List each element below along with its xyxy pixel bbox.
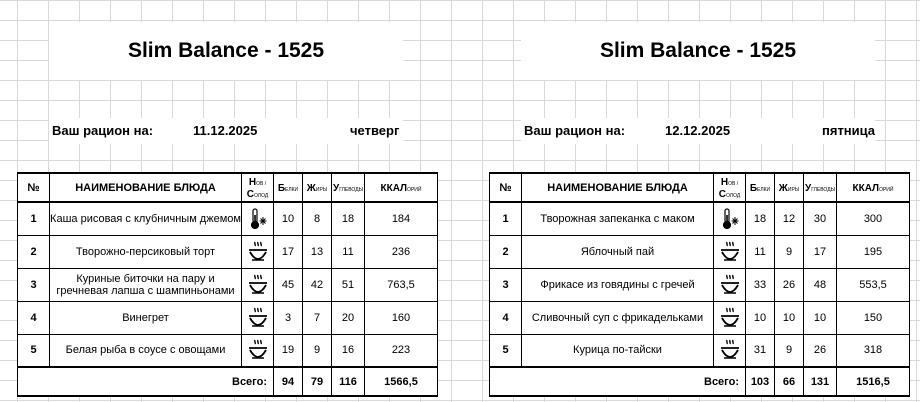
- temperature-cell: [714, 301, 746, 334]
- row-kcal: 236: [365, 235, 438, 268]
- row-num: 5: [490, 334, 522, 367]
- ration-label: Ваш рацион на:: [52, 123, 154, 138]
- dish-name: Каша рисовая с клубничным джемом: [50, 202, 242, 235]
- row-kcal: 195: [837, 235, 910, 268]
- row-num: 3: [18, 268, 50, 301]
- header-temp-separator: /: [263, 180, 267, 187]
- header-fat-sub: ИРЫ: [315, 186, 328, 193]
- header-fat-letter: Ж: [306, 182, 316, 194]
- header-kcal-letters: ККАЛ: [380, 182, 408, 194]
- header-protein-letter: Б: [749, 182, 758, 194]
- menu-table: [17, 172, 438, 397]
- table-row: [18, 235, 438, 268]
- ration-label: Ваш рацион на:: [524, 123, 626, 138]
- brand-title: Slim Balance - 1525: [599, 39, 797, 62]
- total-carbs: 131: [804, 367, 837, 396]
- hot-bowl-icon: [718, 278, 742, 290]
- row-num: 1: [490, 202, 522, 235]
- header-carbs: [332, 173, 365, 202]
- hot-bowl-icon: [246, 245, 270, 257]
- ration-date: 12.12.2025: [665, 123, 731, 138]
- hot-bowl-icon: [246, 311, 270, 323]
- header-num: №: [490, 173, 522, 202]
- table-body: [490, 202, 910, 367]
- row-carbs: 48: [804, 268, 837, 301]
- header-kcal: [365, 173, 438, 202]
- table-header-row: [490, 173, 910, 202]
- row-kcal: 318: [837, 334, 910, 367]
- table-row: [490, 235, 910, 268]
- table-row: [490, 334, 910, 367]
- dish-name: Творожно-персиковый торт: [50, 235, 242, 268]
- row-kcal: 223: [365, 334, 438, 367]
- menu-table: [489, 172, 910, 397]
- temperature-cell: [242, 301, 274, 334]
- header-protein-letter: Б: [277, 182, 286, 194]
- header-num: №: [18, 173, 50, 202]
- hot-bowl-icon: [718, 344, 742, 356]
- table-row: [490, 268, 910, 301]
- header-kcal-letters: ККАЛ: [852, 182, 880, 194]
- total-protein: 103: [746, 367, 775, 396]
- row-num: 4: [490, 301, 522, 334]
- row-fat: 9: [775, 334, 804, 367]
- row-protein: 3: [274, 301, 303, 334]
- row-protein: 31: [746, 334, 775, 367]
- header-protein-sub: ЕЛКИ: [285, 186, 299, 193]
- header-kcal: [837, 173, 910, 202]
- temperature-cell: [714, 235, 746, 268]
- row-kcal: 763,5: [365, 268, 438, 301]
- ration-weekday: пятница: [822, 123, 876, 138]
- row-fat: 8: [303, 202, 332, 235]
- row-carbs: 51: [332, 268, 365, 301]
- total-label: Всего:: [18, 367, 274, 396]
- row-fat: 9: [775, 235, 804, 268]
- header-hot-sub: ОВ: [728, 180, 736, 187]
- row-protein: 10: [746, 301, 775, 334]
- header-carbs-sub: ГЛЕВОДЫ: [811, 186, 836, 193]
- day-menu-panel-1: [17, 0, 453, 402]
- dish-name: Курица по-тайски: [522, 334, 714, 367]
- header-protein: [746, 173, 775, 202]
- row-fat: 26: [775, 268, 804, 301]
- row-fat: 10: [775, 301, 804, 334]
- row-protein: 17: [274, 235, 303, 268]
- hot-bowl-icon: [246, 278, 270, 290]
- header-carbs-letter: У: [332, 182, 340, 194]
- row-num: 1: [18, 202, 50, 235]
- header-kcal-sub: ОРИЙ: [879, 186, 894, 193]
- table-row: [18, 202, 438, 235]
- table-row: [18, 301, 438, 334]
- temperature-cell: [242, 268, 274, 301]
- total-label: Всего:: [490, 367, 746, 396]
- row-fat: 12: [775, 202, 804, 235]
- ration-line: [521, 118, 875, 144]
- hot-bowl-icon: [246, 344, 270, 356]
- header-temp-separator: /: [735, 180, 739, 187]
- header-carbs-sub: ГЛЕВОДЫ: [339, 186, 364, 193]
- total-kcal: 1566,5: [365, 367, 438, 396]
- dish-name: Винегрет: [50, 301, 242, 334]
- dish-name: Творожная запеканка с маком: [522, 202, 714, 235]
- row-kcal: 184: [365, 202, 438, 235]
- dish-name: Белая рыба в соусе с овощами: [50, 334, 242, 367]
- cold-thermometer-icon: [246, 213, 270, 225]
- row-num: 5: [18, 334, 50, 367]
- header-cold: С: [718, 188, 726, 200]
- temperature-cell: [714, 268, 746, 301]
- row-protein: 45: [274, 268, 303, 301]
- row-carbs: 20: [332, 301, 365, 334]
- brand-header: [521, 22, 875, 80]
- table-row: [18, 334, 438, 367]
- header-kcal-sub: ОРИЙ: [407, 186, 422, 193]
- total-kcal: 1516,5: [837, 367, 910, 396]
- header-hot: Н: [248, 176, 257, 188]
- cold-thermometer-icon: [718, 213, 742, 225]
- header-temperature: [242, 173, 274, 202]
- row-num: 2: [490, 235, 522, 268]
- row-kcal: 300: [837, 202, 910, 235]
- header-temperature: [714, 173, 746, 202]
- header-fat-sub: ИРЫ: [787, 186, 800, 193]
- row-num: 4: [18, 301, 50, 334]
- row-fat: 42: [303, 268, 332, 301]
- row-fat: 13: [303, 235, 332, 268]
- row-fat: 9: [303, 334, 332, 367]
- row-carbs: 10: [804, 301, 837, 334]
- header-hot: Н: [720, 176, 729, 188]
- row-kcal: 150: [837, 301, 910, 334]
- row-kcal: 553,5: [837, 268, 910, 301]
- row-num: 3: [490, 268, 522, 301]
- header-carbs: [804, 173, 837, 202]
- brand-title: Slim Balance - 1525: [127, 39, 325, 62]
- total-fat: 66: [775, 367, 804, 396]
- table-row: [18, 268, 438, 301]
- total-carbs: 116: [332, 367, 365, 396]
- header-protein-sub: ЕЛКИ: [757, 186, 771, 193]
- hot-bowl-icon: [718, 245, 742, 257]
- row-protein: 19: [274, 334, 303, 367]
- dish-name: Куриные биточки на пару и гречневая лапша с шампиньонами: [50, 268, 242, 301]
- table-row: [490, 301, 910, 334]
- table-row: [490, 202, 910, 235]
- total-protein: 94: [274, 367, 303, 396]
- dish-name: Сливочный суп с фрикадельками: [522, 301, 714, 334]
- ration-date: 11.12.2025: [193, 123, 258, 138]
- header-cold-sub: ОЛОД: [253, 192, 269, 199]
- temperature-cell: [242, 235, 274, 268]
- row-protein: 10: [274, 202, 303, 235]
- header-fat-letter: Ж: [778, 182, 788, 194]
- table-body: [18, 202, 438, 367]
- ration-weekday: четверг: [350, 123, 400, 138]
- temperature-cell: [242, 334, 274, 367]
- header-carbs-letter: У: [804, 182, 812, 194]
- row-protein: 33: [746, 268, 775, 301]
- row-carbs: 30: [804, 202, 837, 235]
- header-protein: [274, 173, 303, 202]
- header-dish-name: НАИМЕНОВАНИЕ БЛЮДА: [522, 173, 714, 202]
- row-carbs: 17: [804, 235, 837, 268]
- day-menu-panel-2: [489, 0, 920, 402]
- row-carbs: 11: [332, 235, 365, 268]
- row-protein: 11: [746, 235, 775, 268]
- row-carbs: 16: [332, 334, 365, 367]
- header-fat: [303, 173, 332, 202]
- total-fat: 79: [303, 367, 332, 396]
- row-num: 2: [18, 235, 50, 268]
- table-header-row: [18, 173, 438, 202]
- header-dish-name: НАИМЕНОВАНИЕ БЛЮДА: [50, 173, 242, 202]
- temperature-cell: [242, 202, 274, 235]
- row-carbs: 26: [804, 334, 837, 367]
- temperature-cell: [714, 334, 746, 367]
- row-kcal: 160: [365, 301, 438, 334]
- ration-line: [49, 118, 403, 144]
- dish-name: Яблочный пай: [522, 235, 714, 268]
- total-row: [18, 367, 438, 396]
- hot-bowl-icon: [718, 311, 742, 323]
- header-cold: С: [246, 188, 254, 200]
- header-cold-sub: ОЛОД: [725, 192, 741, 199]
- row-fat: 7: [303, 301, 332, 334]
- brand-header: [49, 22, 403, 80]
- temperature-cell: [714, 202, 746, 235]
- header-fat: [775, 173, 804, 202]
- dish-name: Фрикасе из говядины с гречей: [522, 268, 714, 301]
- header-hot-sub: ОВ: [256, 180, 264, 187]
- row-carbs: 18: [332, 202, 365, 235]
- row-protein: 18: [746, 202, 775, 235]
- total-row: [490, 367, 910, 396]
